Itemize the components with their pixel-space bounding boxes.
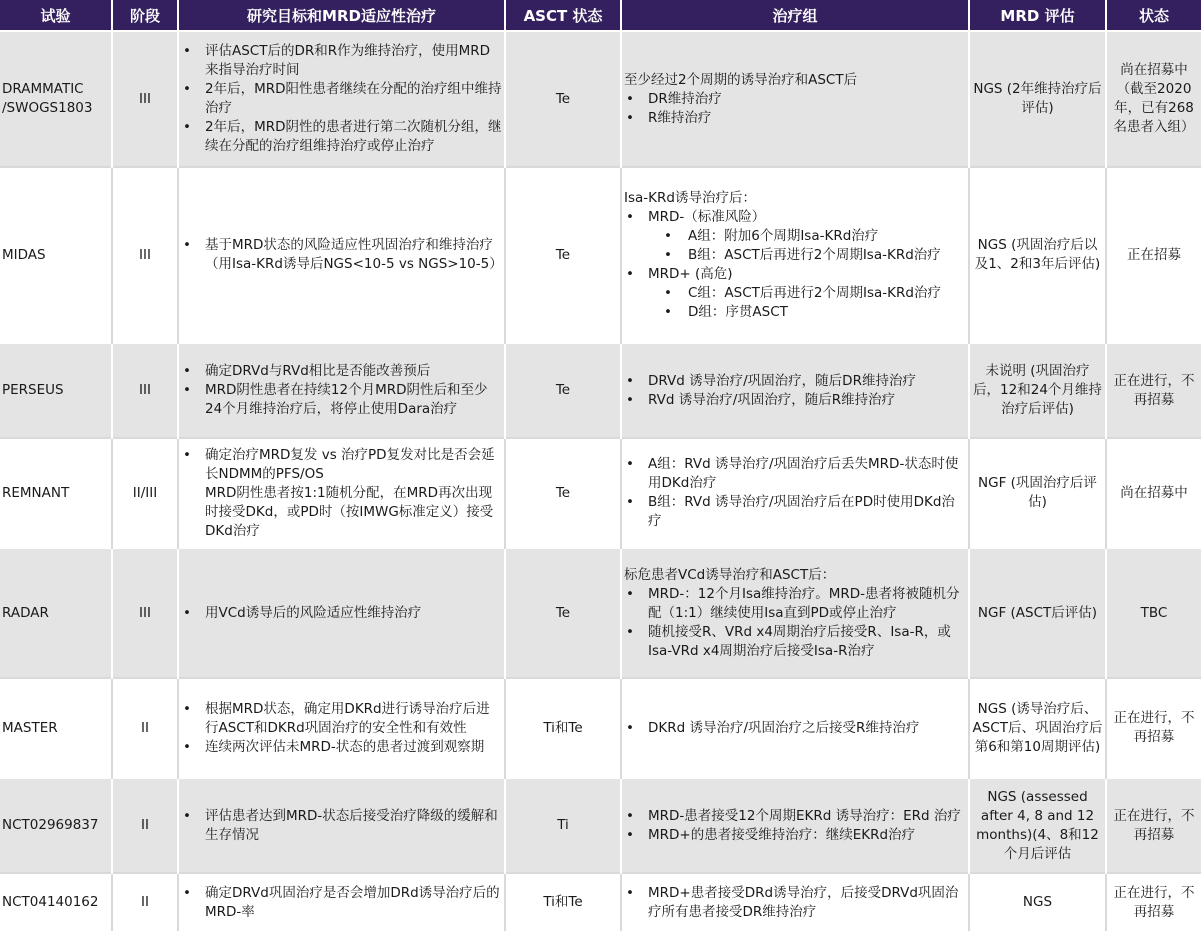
trial-status: 正在进行，不再招募 [1106,873,1201,931]
trial-name: MASTER [0,678,112,778]
goal-item: • 连续两次评估未MRD-状态的患者过渡到观察期 [181,738,502,757]
arm-item [624,265,966,284]
goal-item: • 2年后，MRD阳性患者继续在分配的治疗组中维持治疗 [181,80,502,118]
mrd-assessment: NGS (巩固治疗后以及1、2和3年后评估) [969,167,1106,343]
arm-item: • B组：RVd 诱导治疗/巩固治疗后在PD时使用DKd治疗 [624,493,966,531]
table-row [0,548,1201,678]
goal-item: • 评估ASCT后的DR和R作为维持治疗，使用MRD来指导治疗时间 [181,42,502,80]
trial-name: DRAMMATIC /SWOGS1803 [0,31,112,167]
table-row [0,873,1201,931]
arm-item: • MRD-患者接受12个周期EKRd 诱导治疗：ERd 治疗 [624,807,966,826]
arm-group-label: MRD-（标准风险） [648,208,766,225]
arm-group-label: MRD+ (高危) [648,265,733,282]
treatment-arms [621,438,969,548]
mrd-assessment: NGS (2年维持治疗后评估) [969,31,1106,167]
goal-item: • 确定DRVd巩固治疗是否会增加DRd诱导治疗后的MRD-率 [181,884,502,922]
treatment-arms [621,678,969,778]
arm-intro: 标危患者VCd诱导治疗和ASCT后： [624,566,836,583]
trial-goals [178,678,505,778]
trial-status: 正在进行，不再招募 [1106,343,1201,438]
trial-status: 尚在招募中 [1106,438,1201,548]
mrd-assessment: NGS (诱导治疗后、ASCT后、巩固治疗后第6和第10周期评估) [969,678,1106,778]
goal-item: • 基于MRD状态的风险适应性巩固治疗和维持治疗（用Isa-KRd诱导后NGS<10-5 vs NGS>10-5） [181,236,502,274]
goal-item: • 确定DRVd与RVd相比是否能改善预后 [181,362,502,381]
arm-item: • DR维持治疗 [624,90,966,109]
goal-note: MRD阴性患者按1:1随机分配，在MRD再次出现时接受DKd，或PD时（按IMWG标准定义）接受DKd治疗 [205,484,494,539]
treatment-arms [621,31,969,167]
table-row [0,167,1201,343]
trial-phase: II [112,778,178,873]
mrd-assessment: 未说明 (巩固治疗后，12和24个月维持治疗后评估) [969,343,1106,438]
trial-phase: III [112,343,178,438]
asct-status: Ti [505,778,621,873]
asct-status: Te [505,343,621,438]
trial-phase: III [112,548,178,678]
sub-arm-item: • D组：序贯ASCT [624,303,966,322]
trial-goals [178,873,505,931]
treatment-arms [621,873,969,931]
goal-item: • 确定治疗MRD复发 vs 治疗PD复发对比是否会延长NDMM的PFS/OS [181,446,502,484]
arm-item: • 随机接受R、VRd x4周期治疗后接受R、Isa-R，或Isa-VRd x4周期治疗后接受Isa-R治疗 [624,623,966,661]
sub-arm-item: • A组：附加6个周期Isa-KRd治疗 [624,227,966,246]
trial-name: MIDAS [0,167,112,343]
arm-item: • R维持治疗 [624,109,966,128]
trial-status: TBC [1106,548,1201,678]
trial-name: RADAR [0,548,112,678]
trial-goals [178,548,505,678]
header-mrd: MRD 评估 [969,0,1106,31]
header-arms: 治疗组 [621,0,969,31]
arm-item: • RVd 诱导治疗/巩固治疗，随后R维持治疗 [624,391,966,410]
goal-item: • 2年后，MRD阴性的患者进行第二次随机分组，继续在分配的治疗组维持治疗或停止治疗 [181,118,502,156]
trial-phase: II/III [112,438,178,548]
arm-item: • MRD+患者接受DRd诱导治疗，后接受DRVd巩固治疗所有患者接受DR维持治疗 [624,884,966,922]
arm-item: • DKRd 诱导治疗/巩固治疗之后接受R维持治疗 [624,719,966,738]
mrd-assessment: NGF (巩固治疗后评估) [969,438,1106,548]
trial-phase: II [112,873,178,931]
goal-item: • 根据MRD状态，确定用DKRd进行诱导治疗后进行ASCT和DKRd巩固治疗的安全性和有效性 [181,700,502,738]
trial-phase: II [112,678,178,778]
trial-phase: III [112,167,178,343]
trial-goals [178,167,505,343]
arm-intro: Isa-KRd诱导治疗后： [624,189,756,206]
header-status: 状态 [1106,0,1201,31]
asct-status: Te [505,31,621,167]
trial-phase: III [112,31,178,167]
arm-item: • MRD+的患者接受维持治疗：继续EKRd治疗 [624,826,966,845]
table-row [0,678,1201,778]
trial-name: NCT04140162 [0,873,112,931]
table-row [0,778,1201,873]
treatment-arms [621,343,969,438]
trial-goals [178,31,505,167]
table-row [0,31,1201,167]
trial-status: 正在招募 [1106,167,1201,343]
trial-goals [178,438,505,548]
trial-name: REMNANT [0,438,112,548]
trial-status: 正在进行，不再招募 [1106,678,1201,778]
trial-status: 正在进行，不再招募 [1106,778,1201,873]
sub-arm-item: • B组：ASCT后再进行2个周期Isa-KRd治疗 [624,246,966,265]
arm-intro: 至少经过2个周期的诱导治疗和ASCT后 [624,71,858,88]
table-row [0,438,1201,548]
arm-item [624,208,966,227]
goal-item: • 用VCd诱导后的风险适应性维持治疗 [181,604,502,623]
mrd-assessment: NGS (assessed after 4, 8 and 12 months)(4、8和12个月后评估 [969,778,1106,873]
sub-arm-item: • C组：ASCT后再进行2个周期Isa-KRd治疗 [624,284,966,303]
asct-status: Ti和Te [505,678,621,778]
arm-item: • MRD-：12个月Isa维持治疗。MRD-患者将被随机分配（1:1）继续使用Isa直到PD或停止治疗 [624,585,966,623]
asct-status: Te [505,438,621,548]
trial-goals [178,778,505,873]
trial-goals [178,343,505,438]
mrd-assessment: NGS [969,873,1106,931]
arm-item: • DRVd 诱导治疗/巩固治疗，随后DR维持治疗 [624,372,966,391]
goal-item: • MRD阴性患者在持续12个月MRD阴性后和至少24个月维持治疗后，将停止使用Dara治疗 [181,381,502,419]
trial-name: PERSEUS [0,343,112,438]
header-asct: ASCT 状态 [505,0,621,31]
treatment-arms [621,548,969,678]
asct-status: Te [505,548,621,678]
trial-status: 尚在招募中（截至2020年，已有268名患者入组） [1106,31,1201,167]
table-row [0,343,1201,438]
header-phase: 阶段 [112,0,178,31]
treatment-arms [621,778,969,873]
header-goals: 研究目标和MRD适应性治疗 [178,0,505,31]
header-row [0,0,1201,31]
goal-item: • 评估患者达到MRD-状态后接受治疗降级的缓解和生存情况 [181,807,502,845]
asct-status: Ti和Te [505,873,621,931]
mrd-assessment: NGF (ASCT后评估) [969,548,1106,678]
arm-item: • A组：RVd 诱导治疗/巩固治疗后丢失MRD-状态时使用DKd治疗 [624,455,966,493]
header-trial: 试验 [0,0,112,31]
treatment-arms [621,167,969,343]
asct-status: Te [505,167,621,343]
trial-name: NCT02969837 [0,778,112,873]
